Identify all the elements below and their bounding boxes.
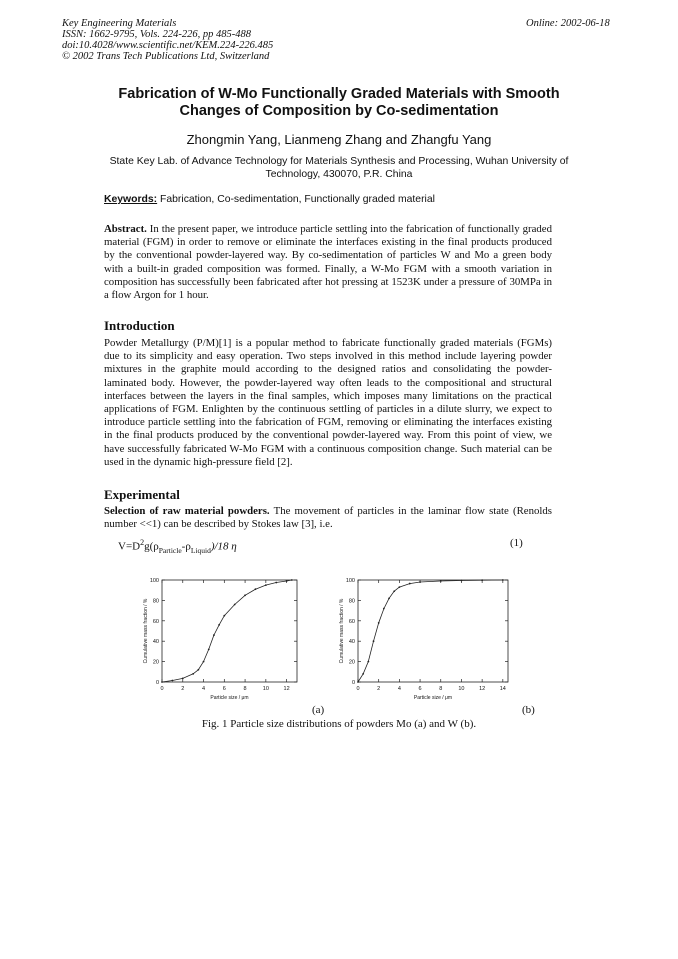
raw-materials-text: The movement of particles in the laminar flow state (Renolds number <<1) can be described by Stokes law [3], i.e. — [104, 505, 552, 531]
abstract-label: Abstract. — [104, 223, 147, 235]
eq-part-v: V=D — [118, 540, 141, 553]
chart-mo-distribution — [140, 570, 305, 708]
online-date: Online: 2002-06-18 — [526, 18, 610, 29]
stokes-equation — [118, 538, 237, 555]
chartb-xtick-label-0: 0 — [356, 686, 360, 692]
chartb-point-2 — [367, 661, 369, 663]
chartb-point-10 — [419, 581, 421, 583]
chartb-point-5 — [383, 608, 385, 610]
charta-xtick-label-4: 8 — [243, 686, 247, 692]
charta-point-9 — [223, 615, 225, 617]
chartb-xtick-label-1: 2 — [377, 686, 381, 692]
chartb-point-6 — [388, 597, 390, 599]
chartb-ytick-label-5: 100 — [345, 578, 355, 584]
figure-caption: Fig. 1 Particle size distributions of powders Mo (a) and W (b). — [201, 718, 477, 730]
chartb-frame — [358, 580, 508, 682]
charta-point-6 — [208, 648, 210, 650]
charta-xtick-label-5: 10 — [262, 686, 269, 692]
chartb-point-7 — [393, 590, 395, 592]
charta-xtick-label-2: 4 — [202, 686, 206, 692]
panel-label-a: (a) — [312, 704, 325, 716]
abstract-text: In the present paper, we introduce particle settling into the fabrication of functionally graded material (FGM) in order to remove or eliminate the interfaces existing in the final products produced by the conventional powder-layered way. By co-sedimentation of particles W and Mo a green body with a built-in graded composition was formed. Finally, a W-Mo FGM with a smooth variation in composition has successfully been fabricated after hot pressing at 1523K under a pressure of 30MPa in a flow Argon for 1 hour. — [104, 223, 552, 302]
raw-materials-paragraph — [104, 505, 552, 531]
chartb-ytick-label-3: 60 — [348, 618, 355, 625]
copyright-line: © 2002 Trans Tech Publications Ltd, Switzerland — [62, 51, 270, 62]
abstract — [104, 223, 552, 302]
equation-number: (1) — [510, 537, 523, 549]
charta-xtick-label-1: 2 — [181, 686, 185, 692]
chartb-ytick-label-2: 40 — [348, 639, 355, 646]
charta-point-10 — [234, 604, 236, 606]
eq-sub-particle: Particle — [158, 545, 182, 555]
charta-point-8 — [218, 624, 220, 626]
chartb-xlabel: Particle size / μm — [413, 695, 453, 701]
panel-label-b: (b) — [522, 704, 535, 716]
charta-point-7 — [213, 634, 215, 636]
charta-series-line — [162, 580, 292, 682]
chartb-xtick-label-4: 8 — [439, 686, 443, 692]
chartb-point-9 — [409, 583, 411, 585]
charta-ytick-label-4: 80 — [152, 598, 159, 605]
title-line-1: Fabrication of W-Mo Functionally Graded Materials with Smooth — [118, 86, 560, 102]
charta-ytick-label-2: 40 — [152, 639, 159, 646]
charta-xtick-label-3: 6 — [222, 686, 226, 692]
raw-materials-label: Selection of raw material powders. — [104, 505, 270, 517]
charta-point-4 — [197, 669, 199, 671]
chartb-point-1 — [362, 673, 364, 675]
affiliation: State Key Lab. of Advance Technology for Materials Synthesis and Processing, Wuhan University of Technology, 430070, P.R. China — [109, 156, 569, 180]
doi-line: doi:10.4028/www.scientific.net/KEM.224-226.485 — [62, 40, 274, 51]
chartb-point-13 — [481, 579, 483, 581]
eq-tail: )/18 η — [210, 540, 237, 553]
journal-name: Key Engineering Materials — [62, 18, 177, 29]
charta-ytick-label-5: 100 — [149, 578, 159, 584]
charta-point-12 — [255, 588, 257, 590]
chartb-point-12 — [461, 580, 463, 582]
chartb-point-8 — [398, 586, 400, 588]
chartb-point-3 — [373, 640, 375, 642]
issn-line: ISSN: 1662-9795, Vols. 224-226, pp 485-488 — [62, 29, 251, 40]
charta-point-2 — [182, 678, 184, 680]
chartb-xtick-label-3: 6 — [418, 686, 422, 692]
eq-part-g: g(ρ — [144, 540, 159, 553]
charta-xtick-label-6: 12 — [283, 686, 290, 692]
charta-point-15 — [286, 580, 288, 582]
chartb-ytick-label-4: 80 — [348, 598, 355, 605]
charta-point-16 — [291, 579, 293, 581]
chartb-ytick-label-1: 20 — [348, 659, 355, 666]
keywords-text: Fabrication, Co-sedimentation, Functionally graded material — [160, 194, 435, 205]
charta-frame — [162, 580, 297, 682]
charta-point-11 — [244, 594, 246, 596]
chartb-xtick-label-5: 10 — [458, 686, 465, 692]
keywords — [104, 194, 435, 205]
chartb-ylabel: Cumulative mass fraction / % — [339, 598, 345, 664]
eq-exponent: 2 — [140, 538, 145, 547]
title-line-2: Changes of Composition by Co-sedimentation — [179, 103, 499, 119]
eq-minus: -ρ — [181, 540, 191, 553]
charta-ylabel: Cumulative mass fraction / % — [143, 598, 149, 664]
charta-point-1 — [171, 680, 173, 682]
chartb-xtick-label-6: 12 — [479, 686, 486, 692]
charta-point-5 — [203, 661, 205, 663]
charta-point-0 — [161, 681, 163, 683]
charta-ytick-label-1: 20 — [152, 659, 159, 666]
experimental-heading: Experimental — [104, 487, 180, 502]
charta-xlabel: Particle size / μm — [210, 695, 249, 701]
charta-point-14 — [275, 582, 277, 584]
chartb-xtick-label-2: 4 — [397, 686, 401, 692]
chartb-xtick-label-7: 14 — [499, 686, 506, 692]
introduction-text: Powder Metallurgy (P/M)[1] is a popular method to fabricate functionally graded materials (FGMs) due to its simplicity and easy operation. Two steps involved in this method include layering powder mixtures in the graphite mould according to the designed ratios and consolidating the powder-laminated body. However, the powder-layered way often leads to the compositional and structural interfaces between the layers in the final samples, which imposes many limitations on the practical applications of FGM. Enlighten by the continuous settling of particles in a dilute slurry, we expect to introduce particle settling into the fabrication of FGM, removing or eliminating the interfaces existing in the final products produced by the conventional powder-layered way. From this point of view, we have successfully fabricated W-Mo FGM with a continuous composition change. Such material can be used in the dynamic high-pressure field [2]. — [104, 337, 552, 468]
chartb-point-4 — [378, 622, 380, 624]
authors: Zhongmin Yang, Lianmeng Zhang and Zhangfu Yang — [186, 132, 492, 147]
charta-ytick-label-3: 60 — [152, 618, 159, 625]
chartb-point-11 — [440, 580, 442, 582]
chart-w-distribution — [336, 570, 516, 708]
paper-title — [80, 86, 598, 120]
chartb-point-14 — [502, 579, 504, 581]
chartb-point-0 — [357, 681, 359, 683]
charta-point-3 — [192, 673, 194, 675]
charta-ytick-label-0: 0 — [155, 680, 159, 686]
introduction-heading: Introduction — [104, 318, 175, 333]
charta-point-13 — [265, 584, 267, 586]
chartb-ytick-label-0: 0 — [351, 680, 355, 686]
eq-sub-liquid: Liquid — [190, 545, 211, 555]
keywords-label: Keywords: — [104, 194, 158, 205]
chartb-series-line — [358, 580, 503, 682]
running-header — [62, 18, 273, 62]
charta-xtick-label-0: 0 — [160, 686, 164, 692]
